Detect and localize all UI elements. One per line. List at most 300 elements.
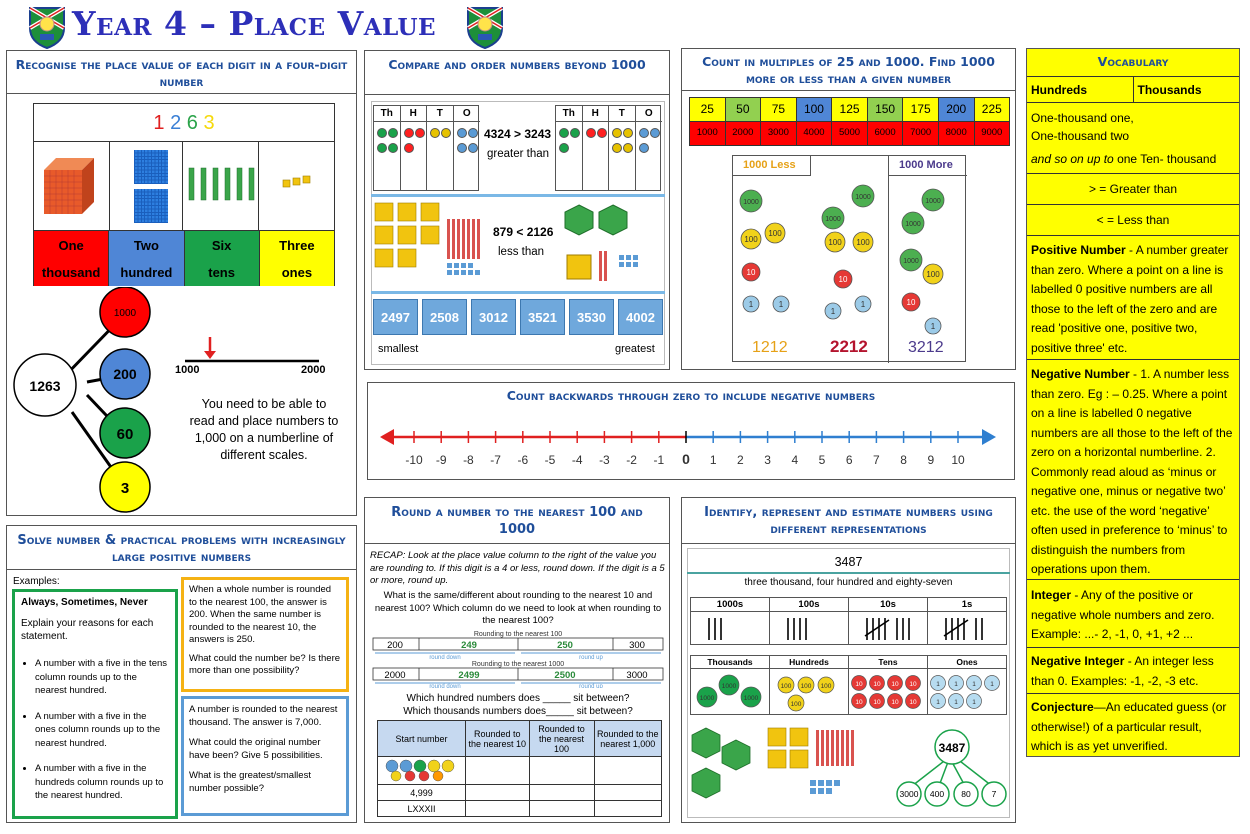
counter-coin	[741, 229, 761, 249]
question-text: What could the original number have been? Give 5 possibilities.	[189, 737, 323, 761]
svg-text:10: 10	[891, 699, 899, 706]
counter-header: Ones	[928, 656, 1006, 669]
pv-counter	[388, 128, 398, 138]
asn-heading: Always, Sometimes, Never	[21, 597, 148, 608]
vocab-seq-italic: and so on up to	[1031, 152, 1114, 166]
vocab-integer	[1027, 580, 1239, 648]
page-title: Year 4 – Place Value	[72, 4, 437, 43]
vocab-thousands: Thousands	[1137, 83, 1202, 97]
svg-text:Rounding to the nearest 1000: Rounding to the nearest 1000	[471, 661, 565, 668]
counter-group	[691, 669, 769, 715]
pv-header: T	[427, 106, 453, 122]
table-row	[378, 785, 662, 801]
svg-text:200: 200	[387, 640, 403, 651]
numberline-end: 2000	[301, 364, 326, 376]
pv-header: Th	[556, 106, 582, 122]
ordered-number-card: 2497	[373, 299, 418, 335]
question-text: What could the number be? Is there more than one possibility?	[189, 652, 341, 676]
partition-diagram	[7, 287, 187, 517]
svg-text:1000: 1000	[903, 258, 919, 265]
numberline-tick-label: -6	[517, 453, 529, 467]
vocab-less-than: < = Less than	[1027, 205, 1239, 236]
rounding-recap: RECAP: Look at the place value column to the right of the value you are rounding to. If this digit is a 4 or less, round down. If the digit is a 5 or more, round up.	[370, 550, 665, 586]
tally-header: 10s	[849, 598, 927, 612]
ones-cubes-icon	[259, 142, 334, 230]
pv-counter	[639, 143, 649, 153]
number-words: three thousand, four hundred and eighty-seven	[744, 577, 953, 588]
table-cell: LXXXII	[378, 801, 466, 817]
svg-text:1: 1	[972, 681, 976, 688]
place-label-2	[185, 231, 260, 286]
svg-text:2500: 2500	[554, 670, 576, 681]
tally-grid	[690, 597, 1007, 645]
svg-text:1000: 1000	[925, 198, 941, 205]
rounding-table	[377, 720, 662, 817]
pv-grid-right	[555, 105, 661, 191]
question-text: What is the greatest/smallest number possible?	[189, 770, 311, 794]
table-header: Rounded to the nearest 10	[466, 721, 530, 757]
rounding-question-box-2	[181, 696, 349, 816]
table-cell: 4,999	[378, 785, 466, 801]
pv-counter	[468, 128, 478, 138]
asn-instruction: Explain your reasons for each statement.	[21, 618, 154, 642]
counter-coin	[834, 270, 852, 288]
svg-text:1: 1	[954, 681, 958, 688]
whole-value: 1263	[29, 378, 61, 394]
pv-column	[556, 106, 583, 190]
partition-3487	[890, 728, 1015, 818]
ordered-number-card: 3012	[471, 299, 516, 335]
ordered-number-card: 3530	[569, 299, 614, 335]
multiple-1000-cell: 1000	[690, 122, 726, 145]
part-value: 3	[120, 480, 130, 497]
counter-coin	[902, 293, 920, 311]
negative-numberline	[368, 409, 1016, 479]
comparison-expr-1: 4324 > 3243	[484, 127, 552, 141]
svg-text:1: 1	[830, 307, 836, 316]
table-header: Start number	[378, 721, 466, 757]
vocab-sequence	[1027, 103, 1239, 174]
place-label-line: hundred	[120, 265, 173, 280]
svg-text:10: 10	[746, 268, 756, 277]
panel-title: Solve number & practical problems with increasingly large positive numbers	[7, 526, 356, 570]
panel-title: Identify, represent and estimate numbers using different representations	[682, 498, 1015, 544]
counter-coin	[740, 190, 762, 212]
multiple-25-cell: 150	[868, 98, 904, 121]
pv-grid-left	[373, 105, 479, 191]
panel-title: Count backwards through zero to include negative numbers	[506, 388, 876, 403]
school-crest-left	[28, 6, 66, 50]
numberline-tick-label: 10	[951, 453, 965, 467]
digit-row	[34, 104, 334, 142]
pv-header: H	[401, 106, 427, 122]
svg-text:100: 100	[744, 235, 758, 244]
numberline-tick-label: -7	[490, 453, 501, 467]
multiple-1000-cell: 7000	[903, 122, 939, 145]
pv-counter	[597, 128, 607, 138]
vocab-definition: - A number greater than zero. Where a point on a line is labelled 0 positive numbers are all those to the left of the zero and are read 'positive one, positive two, positive three' etc.	[1031, 243, 1229, 355]
counter-group	[849, 669, 927, 715]
numberline-tick-label: 5	[818, 453, 826, 467]
place-label-line: ones	[281, 265, 313, 280]
numberline-tick-label: 0	[682, 451, 690, 467]
table-header: Rounded to the nearest 100	[529, 721, 594, 757]
tally-column	[770, 598, 849, 644]
panel-rounding	[364, 497, 670, 823]
counter-coin	[902, 212, 924, 234]
svg-text:1: 1	[930, 322, 936, 331]
svg-text:100: 100	[926, 270, 940, 279]
svg-text:1000: 1000	[699, 695, 715, 702]
svg-text:10: 10	[838, 275, 848, 284]
counter-coin	[822, 207, 844, 229]
counter-coin	[853, 232, 873, 252]
multiple-1000-cell: 8000	[939, 122, 975, 145]
numberline-tick-label: -1	[653, 453, 665, 467]
panel-title: Count in multiples of 25 and 1000. Find 1000 more or less than a given number	[682, 49, 1015, 91]
which-hundreds: Which hundred numbers does _____ sit between?	[406, 693, 630, 704]
svg-text:10: 10	[906, 298, 916, 307]
ordered-number-card: 3521	[520, 299, 565, 335]
svg-text:2000: 2000	[384, 670, 406, 681]
comparison-expr-2: 879 < 2126	[493, 225, 554, 239]
tally-header: 100s	[770, 598, 848, 612]
table-header: Rounded to the nearest 1,000	[594, 721, 661, 757]
vocab-term: Conjecture	[1031, 700, 1094, 714]
vocab-conjecture	[1027, 694, 1239, 756]
panel-place-value	[6, 50, 357, 516]
svg-text:1: 1	[954, 699, 958, 706]
digit-tens: 6	[186, 112, 198, 134]
svg-text:1: 1	[936, 699, 940, 706]
table-row	[378, 801, 662, 817]
part-value: 80	[961, 789, 971, 799]
counter-column	[928, 656, 1006, 714]
svg-text:10: 10	[891, 681, 899, 688]
svg-text:10: 10	[855, 681, 863, 688]
blue-divider	[371, 291, 665, 294]
tally-column	[928, 598, 1006, 644]
multiple-1000-cell: 5000	[832, 122, 868, 145]
svg-text:1: 1	[860, 300, 866, 309]
pv-counter	[559, 143, 569, 153]
counter-coin	[922, 189, 944, 211]
counter-coin	[855, 296, 871, 312]
multiple-25-cell: 50	[726, 98, 762, 121]
base-ten-879-icon	[373, 199, 488, 285]
svg-text:100: 100	[768, 229, 782, 238]
vocabulary-panel	[1026, 48, 1240, 757]
part-value: 400	[929, 789, 945, 799]
vocab-greater-than: > = Greater than	[1027, 174, 1239, 205]
part-value: 200	[113, 366, 137, 382]
pv-header: O	[636, 106, 663, 122]
numberline-note: You need to be able to read and place numbers to 1,000 on a numberline of different scales.	[189, 397, 339, 462]
base-ten-row	[34, 142, 334, 231]
svg-text:round up: round up	[579, 684, 603, 688]
numberline-tick-label: 1	[709, 453, 717, 467]
counter-header: Tens	[849, 656, 927, 669]
svg-text:round down: round down	[429, 684, 461, 688]
multiple-25-cell: 125	[832, 98, 868, 121]
numberline-start: 1000	[175, 364, 200, 376]
svg-text:250: 250	[557, 640, 573, 651]
value-more: 3212	[908, 339, 944, 356]
pv-column	[374, 106, 401, 190]
base-ten-2126-icon	[563, 203, 663, 289]
counter-column	[691, 656, 770, 714]
counter-coin	[852, 185, 874, 207]
tally-marks	[770, 612, 848, 645]
numberline-tick-label: 3	[764, 453, 771, 467]
value-less: 1212	[752, 339, 788, 356]
ordered-number-card: 4002	[618, 299, 663, 335]
tally-marks	[928, 612, 1006, 645]
panel-title: Compare and order numbers beyond 1000	[365, 51, 669, 95]
place-label-line: Six	[211, 238, 232, 253]
svg-text:100: 100	[828, 238, 842, 247]
svg-text:10: 10	[873, 681, 881, 688]
pv-counter	[457, 128, 467, 138]
multiple-1000-cell: 4000	[797, 122, 833, 145]
vocab-term: Negative Integer	[1031, 654, 1125, 668]
numberline-tick-label: 9	[927, 453, 935, 467]
numberline-tick-label: -2	[626, 453, 637, 467]
svg-text:1000: 1000	[905, 221, 921, 228]
place-label-3	[260, 231, 334, 286]
digit-hundreds: 2	[170, 112, 182, 134]
counter-coin	[825, 232, 845, 252]
greatest-label: greatest	[615, 343, 655, 355]
vocab-negative-number	[1027, 360, 1239, 580]
pv-counter	[415, 128, 425, 138]
svg-text:100: 100	[856, 238, 870, 247]
ten-rods-icon	[183, 142, 259, 230]
place-label-line: One	[58, 238, 84, 253]
pv-counter	[570, 128, 580, 138]
numberline-tick-label: -5	[544, 453, 556, 467]
pv-counter	[559, 128, 569, 138]
more-less-diagram	[732, 155, 966, 362]
table-row	[378, 757, 662, 785]
svg-text:1000: 1000	[855, 194, 871, 201]
counter-group	[928, 669, 1006, 715]
smallest-label: smallest	[378, 343, 419, 355]
numberline-tick-label: -9	[435, 453, 447, 467]
counter-header: Hundreds	[770, 656, 848, 669]
thousand-cube-icon	[34, 142, 110, 230]
place-label-0	[34, 231, 109, 286]
svg-text:100: 100	[820, 683, 832, 690]
place-label-line: thousand	[41, 265, 101, 280]
panel-title: Round a number to the nearest 100 and 1000	[365, 498, 669, 544]
less-label: 1000 Less	[743, 159, 796, 171]
pv-counter	[404, 128, 414, 138]
svg-text:round down: round down	[429, 655, 461, 661]
asn-statement: • A number with a five in the hundreds column rounds up to the nearest hundred.	[35, 762, 169, 803]
part-value: 7	[991, 789, 997, 799]
tally-header: 1000s	[691, 598, 769, 612]
counter-coin	[743, 296, 759, 312]
vocab-definition: - 1. A number less than zero. Eg : – 0.25. Where a point on a line is labelled 0 negative numbers are all those to the left of the zero on a horizontal numberline. 2. Commonly read aloud as ‘minus or negative one, minus or negative two’ etc. the use of the word ‘negative’ often used in preference to ‘minus’ to distinguish the numbers from operations upon them.	[1031, 367, 1233, 576]
rounding-lines	[371, 628, 665, 688]
always-sometimes-never-box	[12, 589, 178, 819]
multiples-of-25-row	[689, 97, 1010, 122]
svg-text:1: 1	[972, 699, 976, 706]
svg-text:300: 300	[629, 640, 645, 651]
panel-count-multiples	[681, 48, 1016, 370]
counter-coin	[925, 318, 941, 334]
svg-text:10: 10	[909, 681, 917, 688]
pv-counter	[650, 128, 660, 138]
question-text: When a whole number is rounded to the nearest 100, the answer is 200. When the same number is rounded to the nearest 10, the answers is 250.	[189, 584, 332, 645]
asn-statement: • A number with a five in the ones column rounds up to the nearest hundred.	[35, 710, 169, 751]
vocab-title: Vocabulary	[1027, 49, 1239, 77]
panel-representations	[681, 497, 1016, 823]
counter-coin	[923, 264, 943, 284]
pv-counter	[639, 128, 649, 138]
svg-text:10: 10	[909, 699, 917, 706]
pv-column	[636, 106, 663, 190]
place-label-1	[109, 231, 184, 286]
tally-marks	[849, 612, 927, 645]
rounding-question: What is the same/different about rounding to the nearest 10 and nearest 100? Which column do we need to look at when rounding to the nearest 100?	[374, 590, 662, 626]
teal-divider	[687, 572, 1010, 574]
panel-solve-problems	[6, 525, 357, 823]
pv-counter	[457, 143, 467, 153]
svg-text:1: 1	[936, 681, 940, 688]
multiple-25-cell: 175	[903, 98, 939, 121]
svg-text:1000: 1000	[743, 695, 759, 702]
ordered-numbers	[373, 299, 663, 335]
svg-text:1000: 1000	[721, 683, 737, 690]
whole-value: 3487	[938, 741, 966, 755]
tally-column	[849, 598, 928, 644]
pv-counter	[623, 128, 633, 138]
vocab-definition: - Any of the positive or negative whole numbers and zero. Example: ...- 2, -1, 0, +1, +2 ...	[1031, 588, 1215, 641]
vocab-seq-line: one Ten- thousand	[1117, 152, 1217, 166]
number-display: 3487	[834, 555, 863, 569]
multiple-25-cell: 75	[761, 98, 797, 121]
vocab-negative-integer	[1027, 648, 1239, 694]
pv-counter	[586, 128, 596, 138]
numberline-tick-label: 8	[900, 453, 907, 467]
svg-text:round up: round up	[579, 655, 603, 661]
vocab-definition: —An educated guess (or otherwise!) of a particular result, which is as yet unverified.	[1031, 700, 1227, 753]
pv-counter	[468, 143, 478, 153]
place-label-line: tens	[208, 265, 235, 280]
svg-text:100: 100	[800, 683, 812, 690]
multiple-25-cell: 100	[797, 98, 833, 121]
panel-title: Recognise the place value of each digit in a four-digit number	[7, 51, 356, 94]
school-crest-right	[466, 6, 504, 50]
pv-column	[427, 106, 454, 190]
multiples-of-1000-row	[689, 122, 1010, 146]
vocab-positive-number	[1027, 236, 1239, 360]
svg-text:249: 249	[461, 640, 477, 651]
vocab-definition: - An integer less than 0. Examples: -1, -2, -3 etc.	[1031, 654, 1214, 688]
rounding-question-box-1	[181, 577, 349, 692]
counter-coin	[900, 249, 922, 271]
comparison-word-1: greater than	[487, 148, 550, 160]
table-cell-image	[378, 757, 466, 785]
multiple-1000-cell: 6000	[868, 122, 904, 145]
digit-table	[33, 103, 335, 286]
svg-text:Rounding to the nearest 100: Rounding to the nearest 100	[473, 631, 563, 638]
tally-marks	[691, 612, 769, 645]
pv-header: T	[609, 106, 635, 122]
svg-text:100: 100	[780, 683, 792, 690]
pv-counter	[430, 128, 440, 138]
svg-text:1000: 1000	[825, 216, 841, 223]
part-value: 3000	[899, 789, 919, 799]
vocab-hundreds: Hundreds	[1027, 77, 1134, 102]
counter-coin	[773, 296, 789, 312]
svg-text:3000: 3000	[626, 670, 648, 681]
place-value-labels	[34, 231, 334, 286]
part-value: 1000	[113, 308, 137, 319]
numberline-tick-label: 7	[873, 453, 880, 467]
svg-text:1: 1	[748, 300, 754, 309]
numberline-tick-label: -4	[571, 453, 583, 467]
pv-counter	[623, 143, 633, 153]
panel-negative-numbers	[367, 382, 1015, 480]
digit-ones: 3	[203, 112, 215, 134]
pv-counter	[404, 143, 414, 153]
examples-label: Examples:	[13, 576, 60, 587]
svg-text:1000: 1000	[743, 199, 759, 206]
numberline-tick-label: 6	[845, 453, 853, 467]
counter-column	[849, 656, 928, 714]
pv-header: O	[454, 106, 481, 122]
counter-coin	[765, 223, 785, 243]
svg-text:1: 1	[778, 300, 784, 309]
vocab-term: Integer	[1031, 588, 1072, 602]
vocab-seq-line: One-thousand two	[1031, 129, 1130, 143]
place-label-line: Two	[133, 238, 159, 253]
base-ten-3487-icon	[688, 720, 893, 820]
pv-header: H	[583, 106, 609, 122]
table-header-row	[378, 721, 662, 757]
more-label: 1000 More	[899, 159, 953, 171]
pv-counter	[441, 128, 451, 138]
multiple-1000-cell: 2000	[726, 122, 762, 145]
pv-counter	[612, 128, 622, 138]
vocab-seq-line: One-thousand one,	[1031, 111, 1134, 125]
question-text: A number is rounded to the nearest thousand. The answer is 7,000.	[189, 704, 338, 728]
pv-counter	[612, 143, 622, 153]
asn-statements	[21, 657, 169, 803]
pv-column	[583, 106, 610, 190]
digit-thousands: 1	[153, 112, 165, 134]
value-given: 2212	[830, 337, 868, 356]
numberline-tick-label: -10	[405, 453, 423, 467]
numberline-tick-label: 2	[737, 453, 744, 467]
svg-text:10: 10	[855, 699, 863, 706]
numberline-tick-label: -8	[463, 453, 474, 467]
pv-column	[401, 106, 428, 190]
multiple-25-cell: 25	[690, 98, 726, 121]
tally-column	[691, 598, 770, 644]
pv-column	[454, 106, 481, 190]
multiple-25-cell: 200	[939, 98, 975, 121]
pv-counter	[388, 143, 398, 153]
asn-statement: • A number with a five in the tens column rounds up to the nearest hundred.	[35, 657, 169, 698]
blue-divider	[371, 194, 665, 197]
multiple-1000-cell: 9000	[981, 127, 1003, 138]
svg-text:2499: 2499	[458, 670, 480, 681]
ordered-number-card: 2508	[422, 299, 467, 335]
